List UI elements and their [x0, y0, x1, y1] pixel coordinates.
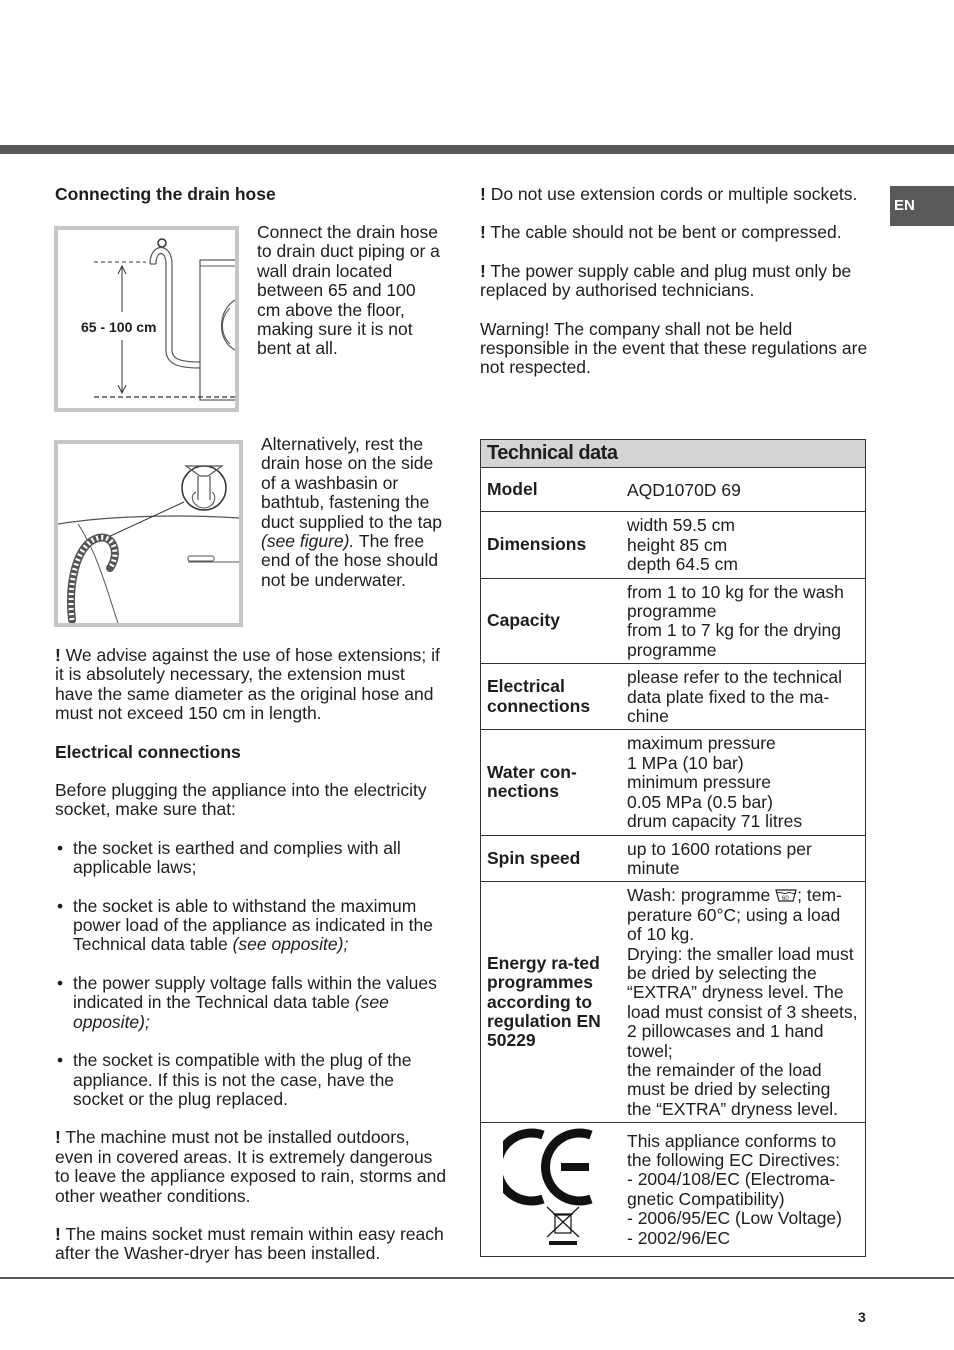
svg-text:60: 60 — [782, 896, 789, 903]
list-item: • the socket is compatible with the plug of the appliance. If this is not the case, have the socket or the plug replaced. — [55, 1051, 447, 1109]
outdoor-warning: ! The machine must not be installed outdoors, even in covered areas. It is extremely dangerous to leave the appliance exposed to rain, storms and other weather conditions. — [55, 1127, 447, 1206]
washbasin-illustration — [58, 444, 239, 623]
drain-height-figure — [54, 226, 239, 412]
list-item: • the socket is earthed and complies with all applicable laws; — [55, 839, 447, 878]
electrical-connections-heading: Electrical connections — [55, 741, 241, 762]
table-row: Water con-nections maximum pressure 1 MPa (10 bar) minimum pressure 0.05 MPa (0.5 bar) drum capacity 71 litres — [481, 730, 866, 835]
table-row: This appliance conforms to the following EC Directives: - 2004/108/EC (Electroma-gnetic Compatibility) - 2006/95/EC (Low Voltage) - 2002/96/EC — [481, 1123, 866, 1256]
table-row: Energy ra-ted programmes according to regulation EN 50229 Wash: programme 60 ; tem-perature 60°C; using a load of 10 kg. Drying: the smaller load must be dried by selecting the “EXTRA” dryness level. The load must consist of 3 sheets, 2 pillowcases and 1 hand towel; the remainder of the load must be dried by selecting the “EXTRA” dryness level. — [481, 882, 866, 1123]
electrical-intro: Before plugging the appliance into the electricity socket, make sure that: — [55, 780, 427, 820]
company-warning: Warning! The company shall not be held responsible in the event that these regulations are not respected. — [480, 318, 868, 378]
drain-hose-heading: Connecting the drain hose — [55, 184, 276, 204]
top-header-bar — [0, 145, 954, 154]
table-row: Capacity from 1 to 10 kg for the wash programme from 1 to 7 kg for the drying programme — [481, 578, 866, 664]
drain-height-label: 65 - 100 cm — [81, 319, 157, 335]
extension-cord-warning: ! Do not use extension cords or multiple sockets. — [480, 184, 858, 204]
hose-extension-warning: ! We advise against the use of hose extensions; if it is absolutely necessary, the extension must have the same diameter as the original hose and must not exceed 150 cm in length. — [55, 645, 440, 724]
wash-programme-icon — [775, 887, 797, 903]
table-header-row — [481, 440, 866, 468]
language-tab: EN — [890, 186, 954, 226]
ce-mark-icon — [503, 1127, 599, 1247]
socket-reach-warning: ! The mains socket must remain within easy reach after the Washer-dryer has been installed. — [55, 1223, 444, 1264]
technical-data-title: Technical data — [481, 440, 866, 468]
weee-bin-icon — [547, 1207, 579, 1245]
table-row: Model AQD1070D 69 — [481, 468, 866, 512]
socket-checklist — [55, 839, 447, 1109]
footer-rule — [0, 1277, 954, 1279]
cable-replace-warning: ! The power supply cable and plug must only be replaced by authorised technicians. — [480, 260, 852, 301]
left-column-body — [55, 646, 447, 1283]
washbasin-instructions: Alternatively, rest the drain hose on the side of a washbasin or bathtub, fastening the duct supplied to the tap (see figure). The free end of the hose should not be underwater. — [261, 434, 442, 590]
right-column-body — [480, 185, 872, 397]
page-number: 3 — [858, 1309, 866, 1325]
list-item: • the power supply voltage falls within the values indicated in the Technical data table (see opposite); — [55, 974, 447, 1032]
drain-hose-instructions: Connect the drain hose to drain duct piping or a wall drain located between 65 and 100 cm above the floor, making sure it is not bent at all. — [257, 222, 440, 359]
washbasin-figure — [54, 440, 243, 627]
list-item: • the socket is able to withstand the maximum power load of the appliance as indicated in the Technical data table (see opposite); — [55, 897, 447, 955]
table-row: Electrical connections please refer to the technical data plate fixed to the ma-chine — [481, 664, 866, 730]
cable-bend-warning: ! The cable should not be bent or compressed. — [480, 222, 842, 243]
table-row: Dimensions width 59.5 cm height 85 cm depth 64.5 cm — [481, 512, 866, 578]
drain-heading-block — [55, 185, 445, 223]
table-row: Spin speed up to 1600 rotations per minute — [481, 835, 866, 882]
technical-data-table — [480, 439, 866, 1257]
